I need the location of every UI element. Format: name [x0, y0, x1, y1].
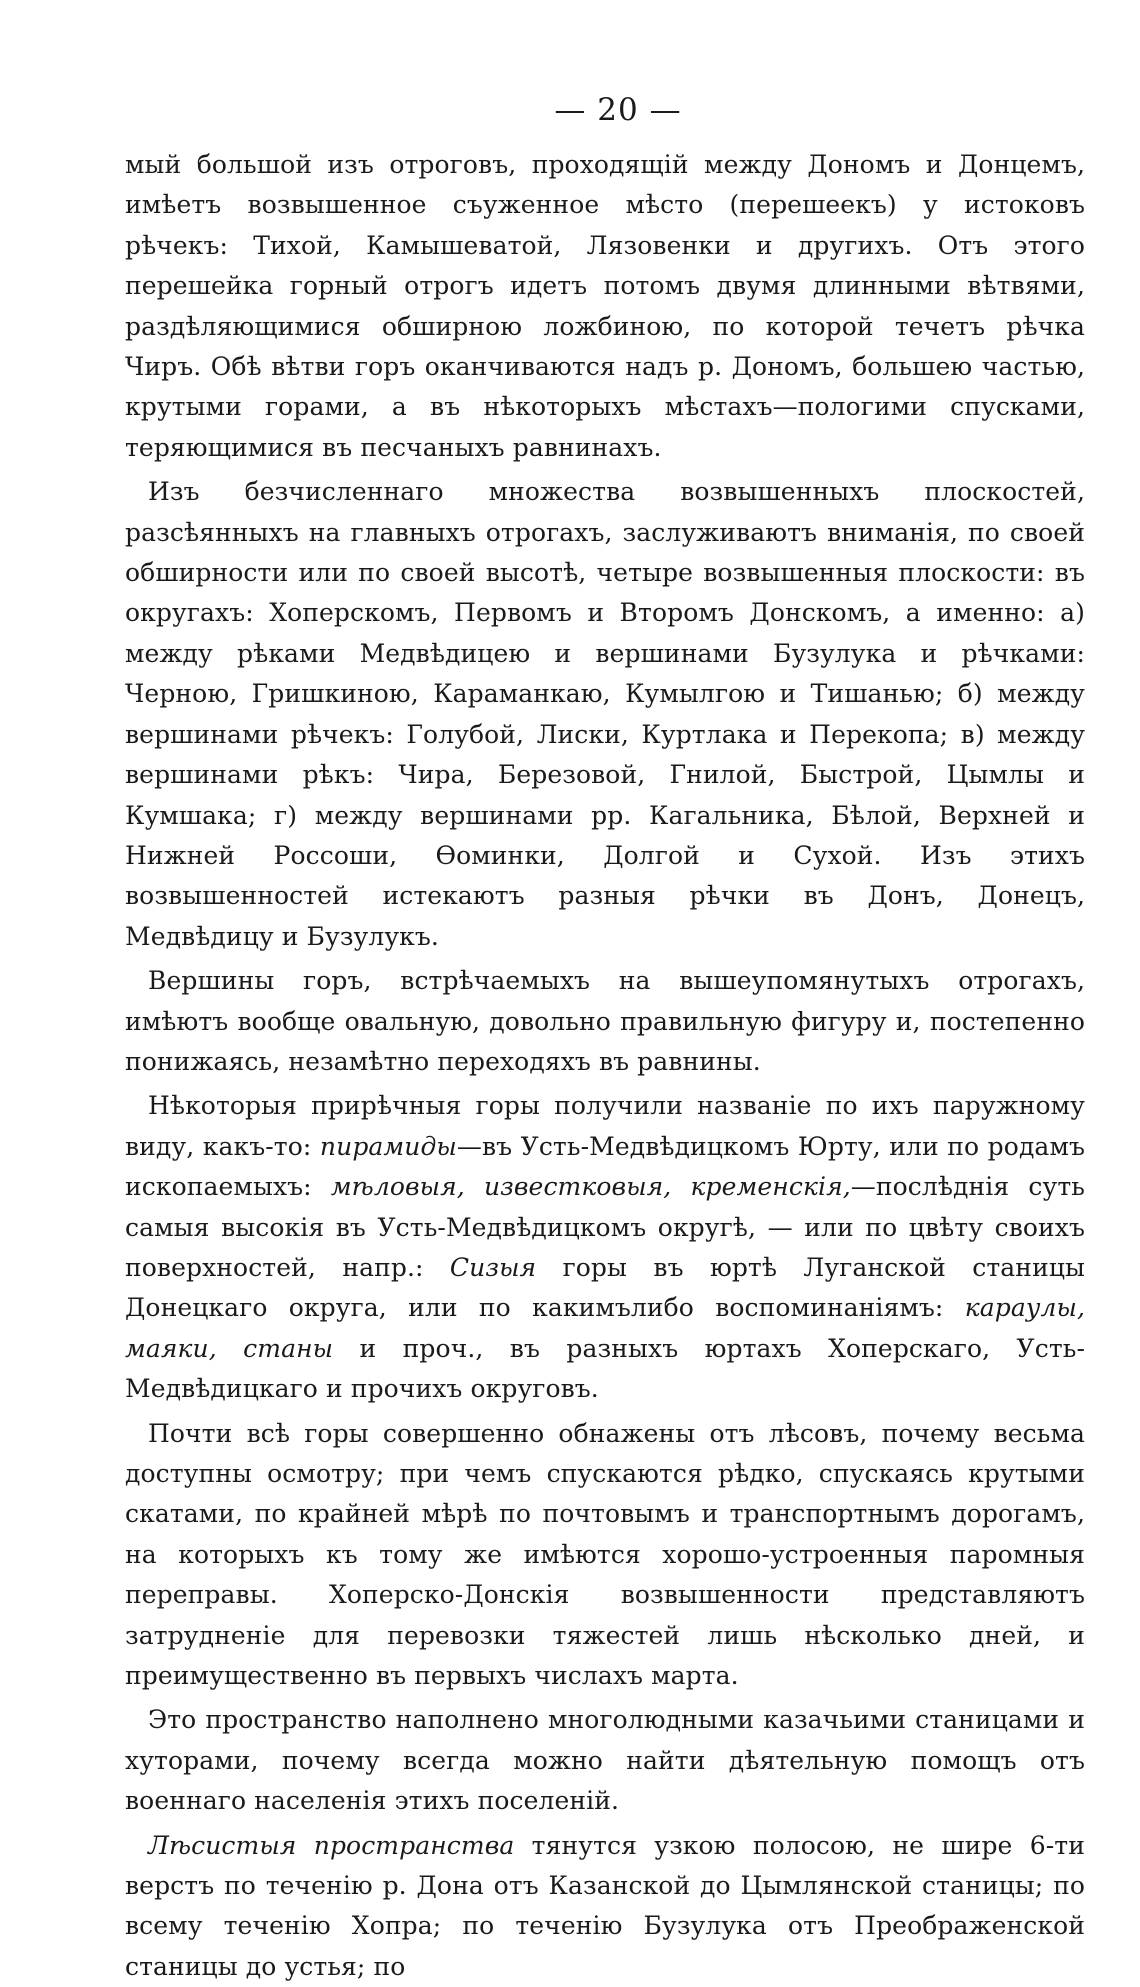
paragraph-7-rest: тянутся узкою полосою, не шире 6-ти верстъ по теченію р. Дона отъ Казанской до Цымлянской станицы; по всему теченію Хопра; по теченію Бузулука отъ Преображенской станицы до устья; по: [125, 1830, 1086, 1981]
paragraph-4-part-a: Нѣкоторыя прирѣчныя горы получили названіе по ихъ паружному виду, какъ-то:: [125, 1091, 1085, 1161]
page-number: — 20 —: [554, 92, 682, 128]
body-text: [125, 145, 1085, 1987]
paragraph-1: мый большой изъ отроговъ, проходящій между Дономъ и Донцемъ, имѣетъ возвышенное съуженное мѣсто (перешеекъ) у истоковъ рѣчекъ: Тихой, Камышеватой, Лязовенки и другихъ. Отъ этого перешейка горный отрогъ идетъ потомъ двумя длинными вѣтвями, раздѣляющимися обширною ложбиною, по которой течетъ рѣчка Чиръ. Обѣ вѣтви горъ оканчиваются надъ р. Дономъ, большею частью, крутыми горами, а въ нѣкоторыхъ мѣстахъ—пологими спусками, теряющимися въ песчаныхъ равнинахъ.: [125, 150, 1085, 462]
paragraph-4-part-e: и проч., въ разныхъ юртахъ Хоперскаго, Усть-Медвѣдицкаго и прочихъ округовъ.: [125, 1333, 1086, 1404]
paragraph-7: [125, 1826, 1085, 1987]
italic-term-pyramids: пирамиды: [319, 1131, 457, 1161]
italic-term-grey: Сизыя: [449, 1252, 537, 1282]
paragraph-4: [125, 1086, 1085, 1409]
paragraph-6: Это пространство наполнено многолюдными казачьими станицами и хуторами, почему всегда можно найти дѣятельную помощъ отъ военнаго населенія этихъ поселеній.: [125, 1705, 1085, 1816]
paragraph-4-part-d: горы въ юртѣ Луганской станицы Донецкаго округа, или по какимълибо воспоминаніямъ:: [125, 1252, 1086, 1323]
paragraph-4-part-c: —послѣднія суть самыя высокія въ Усть-Медвѣдицкомъ округѣ, — или по цвѣту своихъ поверхностей, напр.:: [125, 1172, 1085, 1282]
italic-term-memories: караулы, маяки, станы: [125, 1293, 1085, 1363]
paragraph-3: Вершины горъ, встрѣчаемыхъ на вышеупомянутыхъ отрогахъ, имѣютъ вообще овальную, довольно правильную фигуру и, постепенно понижаясь, незамѣтно переходяхъ въ равнины.: [125, 966, 1085, 1076]
paragraph-2: Изъ безчисленнаго множества возвышенныхъ плоскостей, разсѣянныхъ на главныхъ отрогахъ, заслуживаютъ вниманія, по своей обширности или по своей высотѣ, четыре возвышенныя плоскости: въ округахъ: Хоперскомъ, Первомъ и Второмъ Донскомъ, а именно: а) между рѣками Медвѣдицею и вершинами Бузулука и рѣчками: Черною, Гришкиною, Караманкаю, Кумылгою и Тишанью; б) между вершинами рѣчекъ: Голубой, Лиски, Куртлака и Перекопа; в) между вершинами рѣкъ: Чира, Березовой, Гнилой, Быстрой, Цымлы и Кумшака; г) между вершинами рр. Кагальника, Бѣлой, Верхней и Нижней Россоши, Ѳоминки, Долгой и Сухой. Изъ этихъ возвышенностей истекаютъ разныя рѣчки въ Донъ, Донецъ, Медвѣдицу и Бузулукъ.: [125, 477, 1085, 951]
italic-term-forest: Лѣсистыя пространства: [148, 1830, 515, 1860]
italic-term-minerals: мѣловыя, известковыя, кременскія,: [330, 1172, 851, 1202]
paragraph-4-part-b: —въ Усть-Медвѣдицкомъ Юрту, или по родамъ ископаемыхъ:: [125, 1131, 1085, 1202]
paragraph-5: Почти всѣ горы совершенно обнажены отъ лѣсовъ, почему весьма доступны осмотру; при чемъ спускаются рѣдко, спускаясь крутыми скатами, по крайней мѣрѣ по почтовымъ и транспортнымъ дорогамъ, на которыхъ къ тому же имѣются хорошо-устроенныя паромныя переправы. Хоперско-Донскія возвышенности представляютъ затрудненіе для перевозки тяжестей лишь нѣсколько дней, и преимущественно въ первыхъ числахъ марта.: [125, 1418, 1085, 1691]
